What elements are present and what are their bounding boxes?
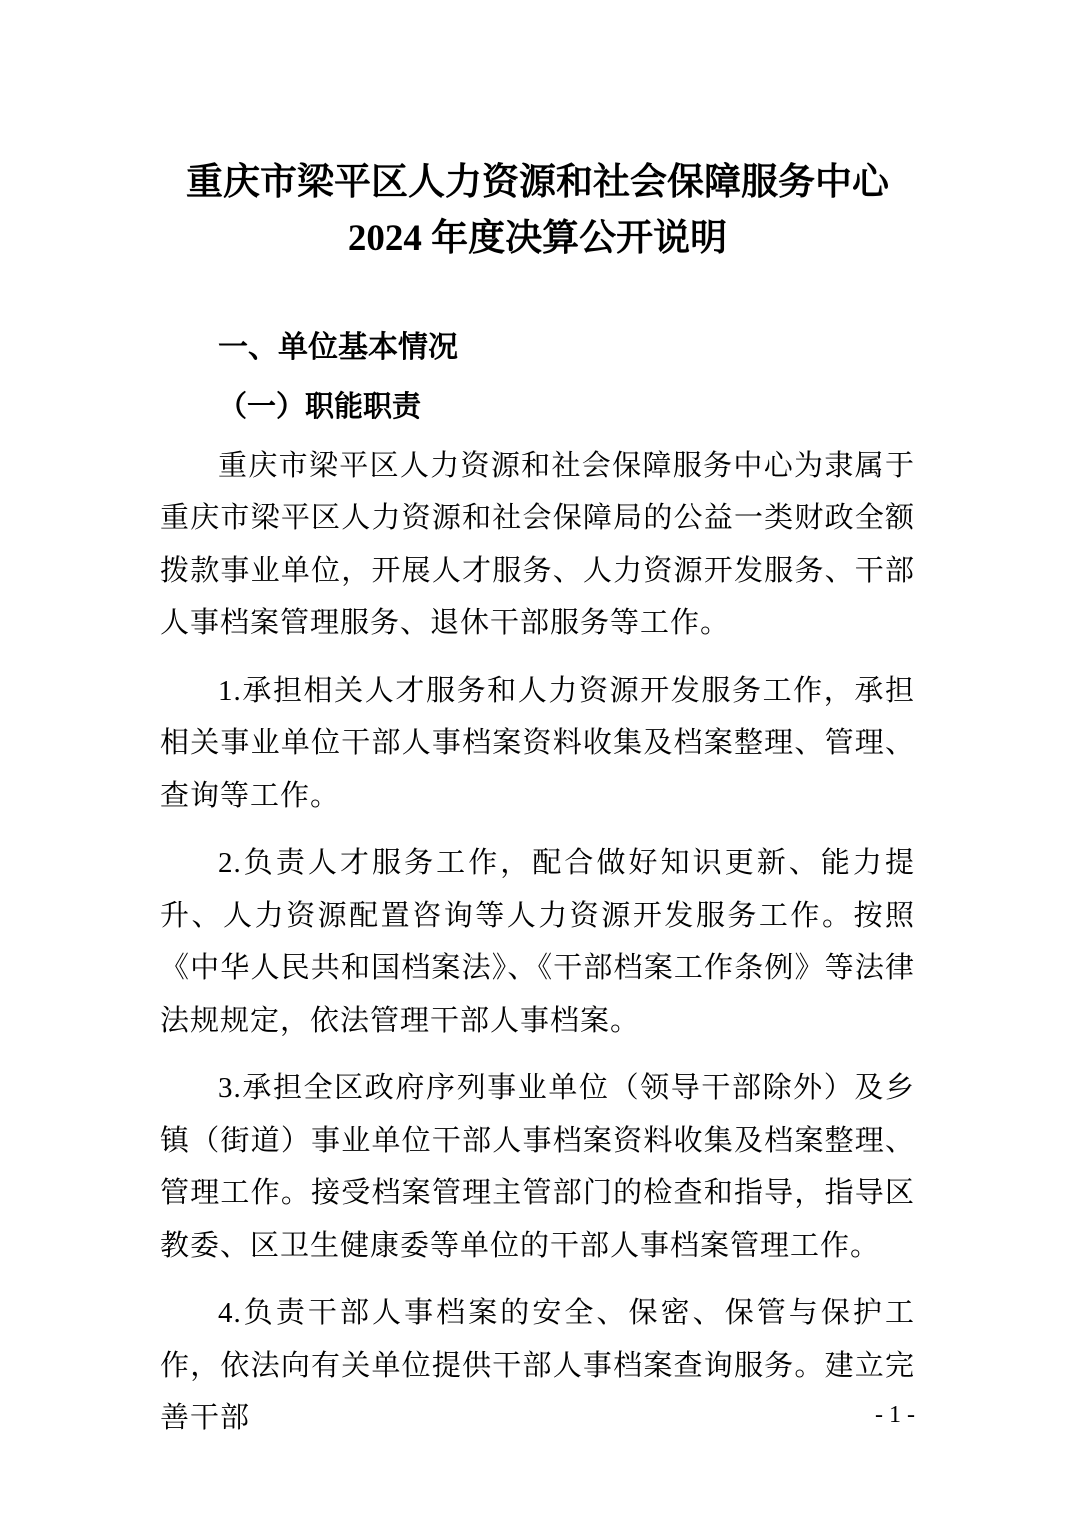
document-title-line1: 重庆市梁平区人力资源和社会保障服务中心 — [186, 161, 889, 203]
paragraph-item-3: 3.承担全区政府序列事业单位（领导干部除外）及乡镇（街道）事业单位干部人事档案资料收集及档案整理、管理工作。接受档案管理主管部门的检查和指导，指导区教委、区卫生健康委等单位的干部人事档案管理工作。 — [160, 1072, 915, 1262]
paragraph-item-1: 1.承担相关人才服务和人力资源开发服务工作，承担相关事业单位干部人事档案资料收集及档案整理、管理、查询等工作。 — [160, 674, 915, 812]
paragraph-item-4: 4.负责干部人事档案的安全、保密、保管与保护工作，依法向有关单位提供干部人事档案查询服务。建立完善干部 — [160, 1297, 915, 1435]
page-number: - 1 - — [875, 1402, 915, 1428]
document-title — [160, 155, 915, 267]
section-heading-basic-info: 一、单位基本情况 — [218, 330, 458, 364]
paragraph-intro: 重庆市梁平区人力资源和社会保障服务中心为隶属于重庆市梁平区人力资源和社会保障局的公益一类财政全额拨款事业单位，开展人才服务、人力资源开发服务、干部人事档案管理服务、退休干部服务等工作。 — [160, 449, 915, 640]
document-title-line2: 2024 年度决算公开说明 — [347, 217, 728, 259]
paragraph-item-2: 2.负责人才服务工作，配合做好知识更新、能力提升、人力资源配置咨询等人力资源开发服务工作。按照《中华人民共和国档案法》、《干部档案工作条例》等法律法规规定，依法管理干部人事档案。 — [160, 847, 915, 1037]
body-text — [160, 440, 915, 1445]
subsection-heading-duties: （一）职能职责 — [218, 390, 422, 423]
